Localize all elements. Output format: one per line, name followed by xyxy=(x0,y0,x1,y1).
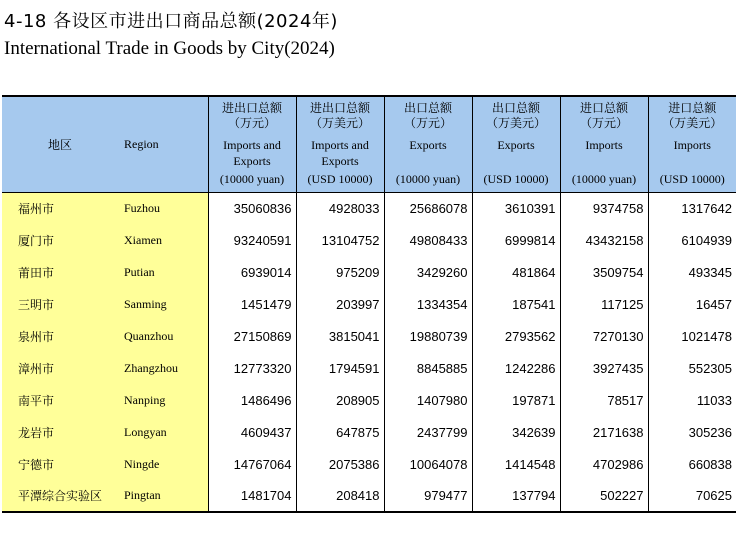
value-cell: 117125 xyxy=(560,288,648,320)
value-cell: 6104939 xyxy=(648,224,736,256)
value-cell: 70625 xyxy=(648,480,736,512)
page-title-cn: 4-18 各设区市进出口商品总额(2024年) xyxy=(4,11,338,32)
region-name-en: Pingtan xyxy=(124,480,208,512)
value-cell: 10064078 xyxy=(384,448,472,480)
region-name-cn: 平潭综合实验区 xyxy=(2,480,124,512)
value-cell: 1317642 xyxy=(648,192,736,224)
value-cell: 1407980 xyxy=(384,384,472,416)
table-row xyxy=(2,352,736,384)
region-name-cn: 宁德市 xyxy=(2,448,124,480)
region-name-en: Zhangzhou xyxy=(124,352,208,384)
header-col-3: 出口总额 （万元） Exports (10000 yuan) xyxy=(384,96,472,192)
value-cell: 975209 xyxy=(296,256,384,288)
value-cell: 27150869 xyxy=(208,320,296,352)
value-cell: 552305 xyxy=(648,352,736,384)
value-cell: 9374758 xyxy=(560,192,648,224)
value-cell: 979477 xyxy=(384,480,472,512)
value-cell: 137794 xyxy=(472,480,560,512)
value-cell: 4928033 xyxy=(296,192,384,224)
value-cell: 6939014 xyxy=(208,256,296,288)
value-cell: 7270130 xyxy=(560,320,648,352)
table-row xyxy=(2,320,736,352)
value-cell: 3429260 xyxy=(384,256,472,288)
value-cell: 16457 xyxy=(648,288,736,320)
region-name-en: Sanming xyxy=(124,288,208,320)
region-name-en: Quanzhou xyxy=(124,320,208,352)
value-cell: 187541 xyxy=(472,288,560,320)
header-col-6: 进口总额 （万美元） Imports (USD 10000) xyxy=(648,96,736,192)
region-name-cn: 泉州市 xyxy=(2,320,124,352)
region-name-cn: 三明市 xyxy=(2,288,124,320)
value-cell: 208418 xyxy=(296,480,384,512)
region-name-cn: 漳州市 xyxy=(2,352,124,384)
table-row xyxy=(2,416,736,448)
header-col-2: 进出口总额 （万美元） Imports and Exports (USD 10000) xyxy=(296,96,384,192)
value-cell: 2437799 xyxy=(384,416,472,448)
region-name-en: Xiamen xyxy=(124,224,208,256)
value-cell: 2075386 xyxy=(296,448,384,480)
region-name-en: Putian xyxy=(124,256,208,288)
value-cell: 2793562 xyxy=(472,320,560,352)
value-cell: 25686078 xyxy=(384,192,472,224)
value-cell: 197871 xyxy=(472,384,560,416)
value-cell: 493345 xyxy=(648,256,736,288)
region-name-en: Longyan xyxy=(124,416,208,448)
region-name-cn: 厦门市 xyxy=(2,224,124,256)
region-name-en: Fuzhou xyxy=(124,192,208,224)
value-cell: 13104752 xyxy=(296,224,384,256)
value-cell: 19880739 xyxy=(384,320,472,352)
table-row xyxy=(2,256,736,288)
value-cell: 481864 xyxy=(472,256,560,288)
value-cell: 1414548 xyxy=(472,448,560,480)
value-cell: 1794591 xyxy=(296,352,384,384)
header-col-1: 进出口总额 （万元） Imports and Exports (10000 yuan) xyxy=(208,96,296,192)
value-cell: 8845885 xyxy=(384,352,472,384)
header-region-en: Region xyxy=(124,96,208,192)
value-cell: 203997 xyxy=(296,288,384,320)
region-name-cn: 福州市 xyxy=(2,192,124,224)
value-cell: 6999814 xyxy=(472,224,560,256)
value-cell: 93240591 xyxy=(208,224,296,256)
value-cell: 43432158 xyxy=(560,224,648,256)
table-row xyxy=(2,448,736,480)
value-cell: 4609437 xyxy=(208,416,296,448)
value-cell: 1021478 xyxy=(648,320,736,352)
value-cell: 502227 xyxy=(560,480,648,512)
header-col-5: 进口总额 （万元） Imports (10000 yuan) xyxy=(560,96,648,192)
trade-table xyxy=(2,95,736,513)
value-cell: 647875 xyxy=(296,416,384,448)
value-cell: 4702986 xyxy=(560,448,648,480)
region-name-cn: 莆田市 xyxy=(2,256,124,288)
value-cell: 49808433 xyxy=(384,224,472,256)
table-row xyxy=(2,224,736,256)
value-cell: 78517 xyxy=(560,384,648,416)
value-cell: 1242286 xyxy=(472,352,560,384)
value-cell: 660838 xyxy=(648,448,736,480)
value-cell: 305236 xyxy=(648,416,736,448)
region-name-cn: 南平市 xyxy=(2,384,124,416)
value-cell: 342639 xyxy=(472,416,560,448)
table-row xyxy=(2,288,736,320)
value-cell: 14767064 xyxy=(208,448,296,480)
value-cell: 3815041 xyxy=(296,320,384,352)
value-cell: 208905 xyxy=(296,384,384,416)
value-cell: 3610391 xyxy=(472,192,560,224)
value-cell: 1334354 xyxy=(384,288,472,320)
region-name-en: Nanping xyxy=(124,384,208,416)
header-col-4: 出口总额 （万美元） Exports (USD 10000) xyxy=(472,96,560,192)
table-body xyxy=(2,192,736,512)
value-cell: 2171638 xyxy=(560,416,648,448)
header-region-cn: 地区 xyxy=(2,96,124,192)
value-cell: 1486496 xyxy=(208,384,296,416)
value-cell: 35060836 xyxy=(208,192,296,224)
page-title-en: International Trade in Goods by City(2024) xyxy=(4,38,335,59)
header-row xyxy=(2,96,736,192)
value-cell: 1481704 xyxy=(208,480,296,512)
table-row xyxy=(2,480,736,512)
table-row xyxy=(2,384,736,416)
value-cell: 12773320 xyxy=(208,352,296,384)
region-name-en: Ningde xyxy=(124,448,208,480)
value-cell: 3927435 xyxy=(560,352,648,384)
value-cell: 3509754 xyxy=(560,256,648,288)
value-cell: 11033 xyxy=(648,384,736,416)
table-row xyxy=(2,192,736,224)
region-name-cn: 龙岩市 xyxy=(2,416,124,448)
value-cell: 1451479 xyxy=(208,288,296,320)
